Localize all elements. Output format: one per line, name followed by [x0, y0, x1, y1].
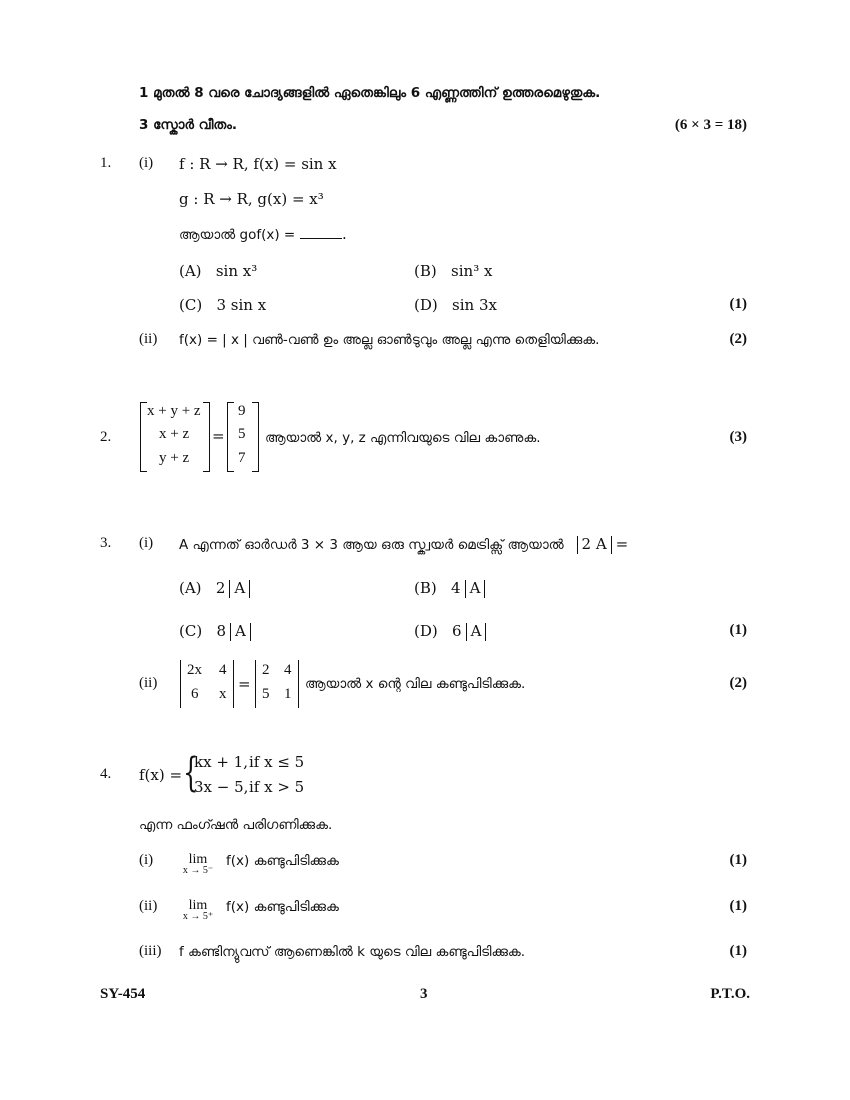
q3-i-marks: (1) [729, 622, 747, 638]
q2-rhs-row1: 9 [238, 403, 246, 419]
q3-i-det-expr: 2 A [581, 535, 607, 553]
q1-i-marks: (1) [729, 296, 747, 312]
footer-pto: P.T.O. [710, 986, 750, 1002]
q4-case1-cond: if x ≤ 5 [249, 753, 305, 771]
q1-prompt: ആയാൽ gof(x) = . [179, 225, 347, 243]
q2-equals: = [212, 427, 225, 445]
q4-i-text: f(x) കണ്ടുപിടിക്കുക [226, 853, 339, 869]
q2-lhs-matrix [140, 402, 210, 472]
q1-number: 1. [100, 155, 112, 171]
q3-option-c: (C) 8 A [179, 622, 255, 641]
q3-option-b: (B) 4 A [414, 579, 489, 598]
q1-g-definition: g : R → R, g(x) = x³ [179, 190, 324, 208]
q4-i-marks: (1) [729, 852, 747, 868]
q2-text: ആയാൽ x, y, z എന്നിവയുടെ വില കാണുക. [265, 430, 541, 446]
q1-prompt-text: ആയാൽ gof(x) = [179, 227, 296, 243]
q3-ii-marks: (2) [729, 675, 747, 691]
q4-ii-text: f(x) കണ്ടുപിടിക്കുക [226, 899, 339, 915]
q3-i-tail: = [615, 535, 629, 553]
q4-case1-expr: kx + 1, [194, 753, 248, 771]
q3-i-text: A എന്നത് ഓർഡർ 3 × 3 ആയ ഒരു സ്ക്വയർ മെട്രിക്സ് ആയാൽ [179, 537, 564, 553]
piecewise-brace: { [183, 750, 199, 796]
q2-rhs-matrix [227, 402, 259, 472]
q4-consider-text: എന്ന ഫംഗ്ഷൻ പരിഗണിക്കുക. [139, 817, 333, 833]
q3-number: 3. [100, 535, 112, 551]
q2-lhs-row1: x + y + z [147, 403, 201, 419]
footer-code: SY-454 [100, 986, 146, 1002]
q4-i-limit [178, 852, 218, 876]
q4-i-lim-sub: x → 5⁻ [182, 865, 214, 876]
footer-page-number: 3 [420, 986, 428, 1002]
q3-ii-label: (ii) [139, 675, 158, 691]
q4-fx: f(x) = [139, 766, 183, 784]
q3-ii-left-det: 2x 4 6 x [180, 660, 234, 708]
instruction-line-1: 1 മുതൽ 8 വരെ ചോദ്യങ്ങളിൽ ഏതെങ്കിലും 6 എണ്ണത്തിന് ഉത്തരമെഴുതുക. [139, 85, 601, 101]
q4-case2-expr: 3x − 5, [194, 778, 249, 796]
q3-option-a: (A) 2 A [179, 579, 254, 598]
q4-ii-lim: lim [188, 898, 208, 913]
q4-i-lim: lim [188, 852, 208, 867]
q4-iii-marks: (1) [729, 943, 747, 959]
q1-i-label: (i) [139, 155, 154, 171]
q4-ii-limit [178, 898, 218, 922]
q4-case2-cond: if x > 5 [249, 778, 305, 796]
q1-f-definition: f : R → R, f(x) = sin x [179, 155, 337, 173]
q2-lhs-row3: y + z [159, 450, 190, 466]
answer-blank [300, 226, 342, 239]
q1-option-c: (C) 3 sin x [179, 296, 267, 314]
q1-ii-label: (ii) [139, 331, 158, 347]
q3-i-label: (i) [139, 535, 154, 551]
q4-ii-label: (ii) [139, 898, 158, 914]
q4-iii-text: f കണ്ടിന്യുവസ് ആണെങ്കിൽ k യുടെ വില കണ്ടുപിടിക്കുക. [179, 944, 526, 960]
q3-option-d: (D) 6 A [414, 622, 490, 641]
q1-option-d: (D) sin 3x [414, 296, 497, 314]
q4-number: 4. [100, 766, 112, 782]
q3-ii-right-det: 2 4 5 1 [255, 660, 299, 708]
q4-ii-lim-sub: x → 5⁺ [182, 911, 214, 922]
q3-i-question [179, 535, 628, 554]
instruction-line-2: 3 സ്കോർ വീതം. [139, 117, 238, 133]
q3-ii-text: ആയാൽ x ന്റെ വില കണ്ടുപിടിക്കുക. [305, 676, 526, 692]
q1-option-a: (A) sin x³ [179, 262, 258, 280]
q4-ii-marks: (1) [729, 898, 747, 914]
total-marks: (6 × 3 = 18) [674, 117, 747, 133]
q2-lhs-row2: x + z [159, 426, 190, 442]
q3-ii-equals: = [238, 675, 251, 693]
q2-marks: (3) [729, 429, 747, 445]
q2-rhs-row2: 5 [238, 426, 246, 442]
q1-ii-text: f(x) = | x | വൺ-വൺ ഉം അല്ല ഓൺടുവും അല്ല എന്നു തെളിയിക്കുക. [179, 332, 600, 348]
q1-option-b: (B) sin³ x [414, 262, 493, 280]
q1-ii-marks: (2) [729, 331, 747, 347]
q2-number: 2. [100, 429, 112, 445]
q4-i-label: (i) [139, 852, 154, 868]
q2-rhs-row3: 7 [238, 450, 246, 466]
q4-iii-label: (iii) [139, 943, 162, 959]
